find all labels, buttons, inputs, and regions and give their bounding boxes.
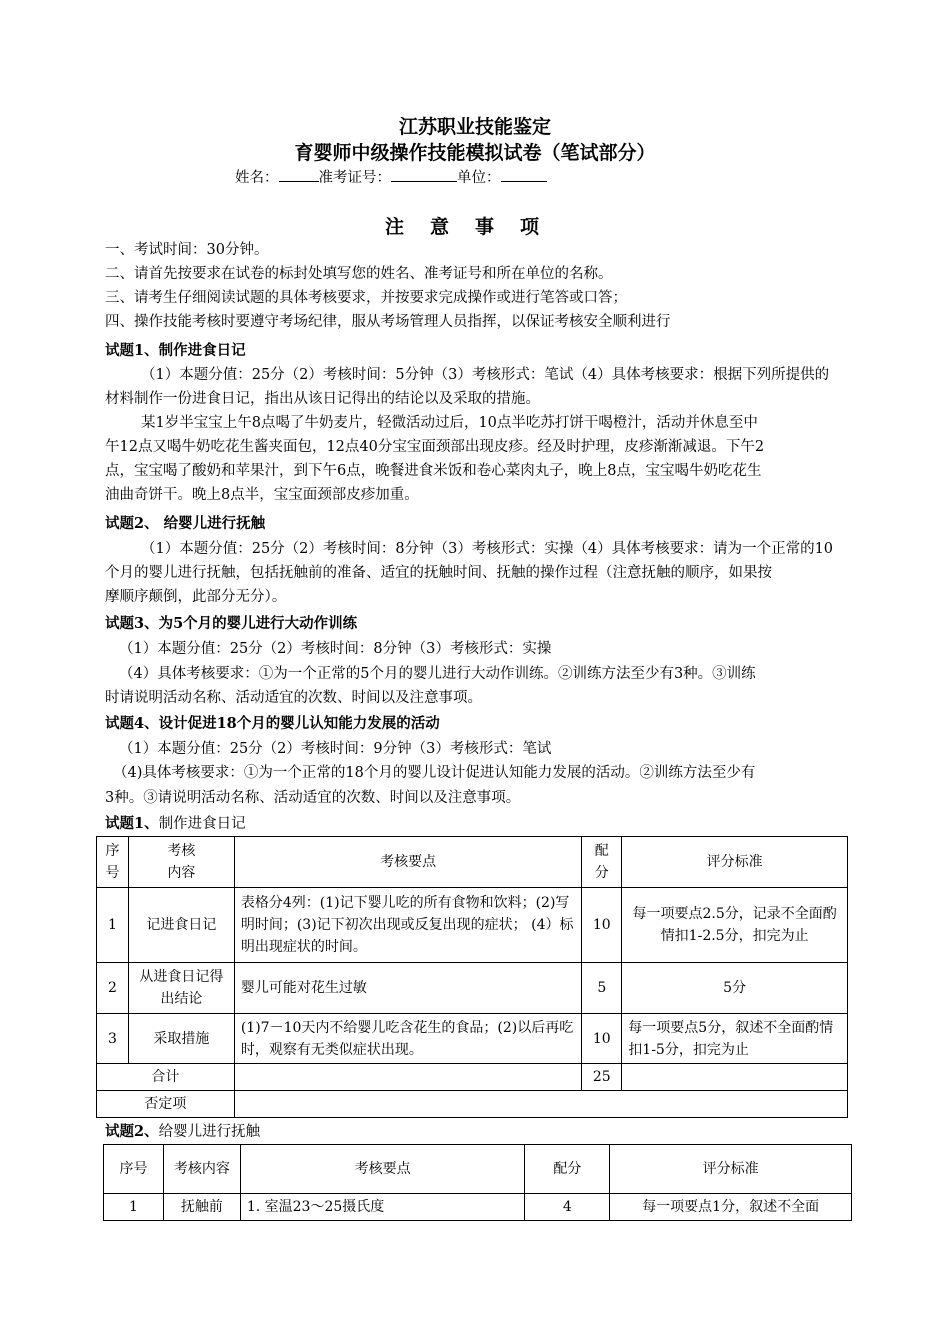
notice-item-1: 一、考试时间：30分钟。 bbox=[105, 242, 269, 258]
table1-header-no: 序 号 bbox=[97, 837, 129, 888]
table1-header-points: 考核要点 bbox=[234, 837, 581, 888]
table2-cell-score: 4 bbox=[525, 1194, 610, 1221]
notice-item-4: 四、操作技能考核时要遵守考场纪律，服从考场管理人员指挥，以保证考核安全顺利进行 bbox=[105, 314, 671, 330]
table1-total-row bbox=[97, 1064, 848, 1091]
table1-cell-no: 1 bbox=[97, 888, 129, 963]
table-row bbox=[97, 963, 848, 1014]
table2-caption-number: 试题2、 bbox=[105, 1123, 159, 1140]
table-row bbox=[97, 888, 848, 963]
table1-total-points bbox=[234, 1064, 581, 1091]
table2-cell-criteria: 每一项要点1分，叙述不全面 bbox=[610, 1194, 852, 1221]
table1-cell-no: 3 bbox=[97, 1014, 129, 1064]
table1-cell-score: 10 bbox=[582, 1014, 622, 1064]
table2-cell-content: 抚触前 bbox=[163, 1194, 240, 1221]
table1-header-score: 配 分 bbox=[582, 837, 622, 888]
q3-title: 试题3、为5个月的婴儿进行大动作训练 bbox=[105, 615, 358, 632]
table2-cell-no: 1 bbox=[104, 1194, 164, 1221]
scoring-table-2 bbox=[103, 1144, 852, 1221]
table1-total-criteria bbox=[622, 1064, 848, 1091]
q2-requirement-l2: 个月的婴儿进行抚触，包括抚触前的准备、适宜的抚触时间、抚触的操作过程（注意抚触的顺序，如果按 bbox=[105, 565, 772, 581]
table1-cell-points: (1)7－10天内不给婴儿吃含花生的食品；(2)以后再吃时，观察有无类似症状出现。 bbox=[234, 1014, 581, 1064]
notice-item-3: 三、请考生仔细阅读试题的具体考核要求，并按要求完成操作或进行笔答或口答； bbox=[105, 290, 627, 306]
table1-veto-value bbox=[234, 1091, 847, 1118]
table1-caption-text: 制作进食日记 bbox=[158, 816, 246, 832]
exam-no-label: 准考证号： bbox=[318, 170, 391, 186]
q3-requirement-l3: 时请说明活动名称、活动适宜的次数、时间以及注意事项。 bbox=[105, 690, 482, 706]
table2-caption bbox=[105, 1120, 855, 1144]
q2-requirement-l3: 摩顺序颠倒，此部分无分）。 bbox=[105, 589, 287, 605]
title-line-2: 育婴师中级操作技能模拟试卷（笔试部分） bbox=[294, 142, 656, 164]
q1-material-l3: 点，宝宝喝了酸奶和苹果汁，到下午6点，晚餐进食米饭和卷心菜肉丸子，晚上8点，宝宝喝牛奶吃花生 bbox=[105, 463, 762, 479]
table1-header-content: 考核 内容 bbox=[128, 837, 234, 888]
exam-no-blank[interactable] bbox=[391, 165, 457, 182]
table1-cell-content: 从进食日记得出结论 bbox=[128, 963, 234, 1014]
table1-cell-criteria: 每一项要点5分，叙述不全面酌情扣1-5分，扣完为止 bbox=[622, 1014, 848, 1064]
q1-title: 试题1、制作进食日记 bbox=[105, 342, 246, 359]
unit-label: 单位： bbox=[457, 170, 501, 186]
table2-caption-text: 给婴儿进行抚触 bbox=[158, 1124, 261, 1140]
table1-cell-points: 婴儿可能对花生过敏 bbox=[234, 963, 581, 1014]
unit-blank[interactable] bbox=[501, 165, 547, 182]
table1-cell-content: 采取措施 bbox=[128, 1014, 234, 1064]
q1-material-l4: 油曲奇饼干。晚上8点半，宝宝面颈部皮疹加重。 bbox=[105, 487, 419, 503]
q3-requirement-l1: （1）本题分值：25分（2）考核时间：8分钟（3）考核形式：实操 bbox=[119, 641, 552, 657]
q4-requirement-l2: （4)具体考核要求：①为一个正常的18个月的婴儿设计促进认知能力发展的活动。②训练方法至少有 bbox=[113, 765, 756, 781]
q1-material-l1: 某1岁半宝宝上午8点喝了牛奶麦片，轻微活动过后，10点半吃苏打饼干喝橙汁，活动并休息至中 bbox=[141, 415, 758, 431]
name-blank[interactable] bbox=[279, 165, 319, 182]
table1-cell-points: 表格分4列：(1)记下婴儿吃的所有食物和饮料；(2)写明时间；(3)记下初次出现或反复出现的症状； (4）标明出现症状的时间。 bbox=[234, 888, 581, 963]
q4-title: 试题4、设计促进18个月的婴儿认知能力发展的活动 bbox=[105, 715, 440, 732]
q1-requirement-l1: （1）本题分值：25分（2）考核时间：5分钟（3）考核形式：笔试（4）具体考核要求：根据下列所提供的 bbox=[141, 367, 830, 383]
table1-cell-no: 2 bbox=[97, 963, 129, 1014]
table2-header-no: 序号 bbox=[104, 1145, 164, 1194]
table2-header-row bbox=[104, 1145, 852, 1194]
title-line-1: 江苏职业技能鉴定 bbox=[398, 116, 551, 138]
table-row bbox=[97, 1014, 848, 1064]
notice-heading: 注意事项 bbox=[384, 216, 565, 238]
q1-requirement-l2: 材料制作一份进食日记，指出从该日记得出的结论以及采取的措施。 bbox=[105, 391, 540, 407]
table2-cell-points: 1. 室温23～25摄氏度 bbox=[240, 1194, 525, 1221]
table1-header-row bbox=[97, 837, 848, 888]
table2-header-content: 考核内容 bbox=[163, 1145, 240, 1194]
table2-header-score: 配分 bbox=[525, 1145, 610, 1194]
table1-veto-row bbox=[97, 1091, 848, 1118]
table2-header-points: 考核要点 bbox=[240, 1145, 525, 1194]
q2-requirement-l1: （1）本题分值：25分（2）考核时间：8分钟（3）考核形式：实操（4）具体考核要求：请为一个正常的10 bbox=[141, 541, 834, 557]
q4-requirement-l3: 3种。③请说明活动名称、活动适宜的次数、时间以及注意事项。 bbox=[105, 790, 521, 806]
table1-cell-criteria: 每一项要点2.5分，记录不全面酌情扣1-2.5分，扣完为止 bbox=[622, 888, 848, 963]
table1-caption bbox=[105, 812, 855, 836]
table1-caption-number: 试题1、 bbox=[105, 815, 159, 832]
table-row bbox=[104, 1194, 852, 1221]
q4-requirement-l1: （1）本题分值：25分（2）考核时间：9分钟（3）考核形式：笔试 bbox=[119, 741, 552, 757]
name-label: 姓名： bbox=[235, 170, 279, 186]
table1-total-score: 25 bbox=[582, 1064, 622, 1091]
q1-material-l2: 午12点又喝牛奶吃花生酱夹面包，12点40分宝宝面颈部出现皮疹。经及时护理，皮疹渐渐减退。下午2 bbox=[105, 439, 765, 455]
table1-total-label: 合计 bbox=[97, 1064, 235, 1091]
table1-veto-label: 否定项 bbox=[97, 1091, 235, 1118]
q2-title: 试题2、 给婴儿进行抚触 bbox=[105, 515, 266, 532]
notice-item-2: 二、请首先按要求在试卷的标封处填写您的姓名、准考证号和所在单位的名称。 bbox=[105, 266, 613, 282]
table1-cell-score: 10 bbox=[582, 888, 622, 963]
q3-requirement-l2: （4）具体考核要求：①为一个正常的5个月的婴儿进行大动作训练。②训练方法至少有3种。③训练 bbox=[119, 666, 756, 682]
scoring-table-1 bbox=[96, 836, 848, 1118]
table2-header-criteria: 评分标准 bbox=[610, 1145, 852, 1194]
table1-header-criteria: 评分标准 bbox=[622, 837, 848, 888]
table1-cell-content: 记进食日记 bbox=[128, 888, 234, 963]
table1-cell-criteria: 5分 bbox=[622, 963, 848, 1014]
table1-cell-score: 5 bbox=[582, 963, 622, 1014]
candidate-info-line bbox=[235, 165, 547, 190]
